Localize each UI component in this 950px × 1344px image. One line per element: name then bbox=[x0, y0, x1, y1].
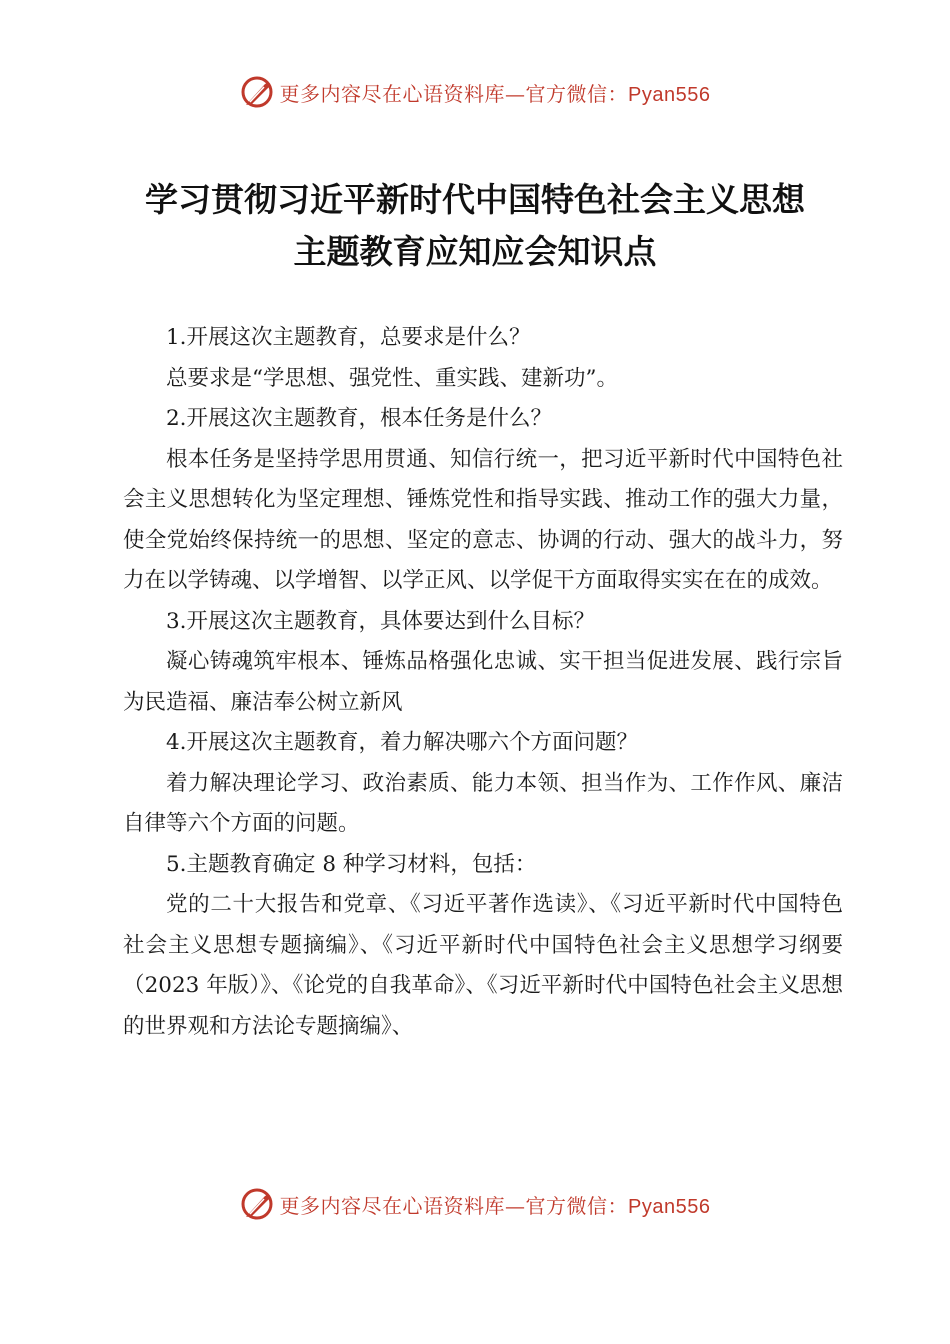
question-3: 3.开展这次主题教育，具体要达到什么目标？ bbox=[166, 608, 596, 634]
red-quill-logo-icon bbox=[240, 75, 274, 109]
question-5: 5.主题教育确定 8 种学习材料，包括： bbox=[166, 851, 537, 877]
banner-text bbox=[280, 78, 711, 107]
banner-text bbox=[280, 1190, 711, 1219]
answer-3: 凝心铸魂筑牢根本、锤炼品格强化忠诚、实干担当促进发展、践行宗旨为民造福、廉洁奉公树立新风 bbox=[123, 649, 843, 715]
red-quill-logo-icon bbox=[240, 1187, 274, 1221]
document-body bbox=[123, 318, 843, 1047]
answer-2: 根本任务是坚持学思用贯通、知信行统一，把习近平新时代中国特色社会主义思想转化为坚定理想、锤炼党性和指导实践、推动工作的强大力量，使全党始终保持统一的思想、坚定的意志、协调的行动、强大的战斗力，努力在以学铸魂、以学增智、以学正风、以学促干方面取得实实在在的成效。 bbox=[123, 446, 843, 593]
banner-label: 更多内容尽在心语资料库—官方微信： bbox=[279, 81, 629, 106]
answer-4: 着力解决理论学习、政治素质、能力本领、担当作为、工作作风、廉洁自律等六个方面的问题。 bbox=[123, 770, 843, 836]
banner-label: 更多内容尽在心语资料库—官方微信： bbox=[279, 1193, 629, 1218]
question-2: 2.开展这次主题教育，根本任务是什么？ bbox=[166, 406, 553, 431]
wechat-id: Pyan556 bbox=[628, 1195, 711, 1218]
question-4: 4.开展这次主题教育，着力解决哪六个方面问题？ bbox=[166, 730, 639, 755]
title-line-2: 主题教育应知应会知识点 bbox=[293, 232, 657, 271]
question-1: 1.开展这次主题教育，总要求是什么？ bbox=[166, 325, 531, 350]
header-watermark-banner bbox=[0, 72, 950, 112]
title-line-1: 学习贯彻习近平新时代中国特色社会主义思想 bbox=[145, 180, 805, 219]
answer-1: 总要求是“学思想、强党性、重实践、建新功”。 bbox=[166, 365, 618, 391]
footer-watermark-banner bbox=[0, 1184, 950, 1224]
answer-5: 党的二十大报告和党章、《习近平著作选读》、《习近平新时代中国特色社会主义思想专题摘编》、《习近平新时代中国特色社会主义思想学习纲要（2023 年版）》、《论党的自我革命》、《习近平新时代中国特色社会主义思想的世界观和方法论专题摘编》、 bbox=[123, 892, 843, 1039]
document-title bbox=[60, 174, 890, 278]
wechat-id: Pyan556 bbox=[628, 83, 711, 106]
